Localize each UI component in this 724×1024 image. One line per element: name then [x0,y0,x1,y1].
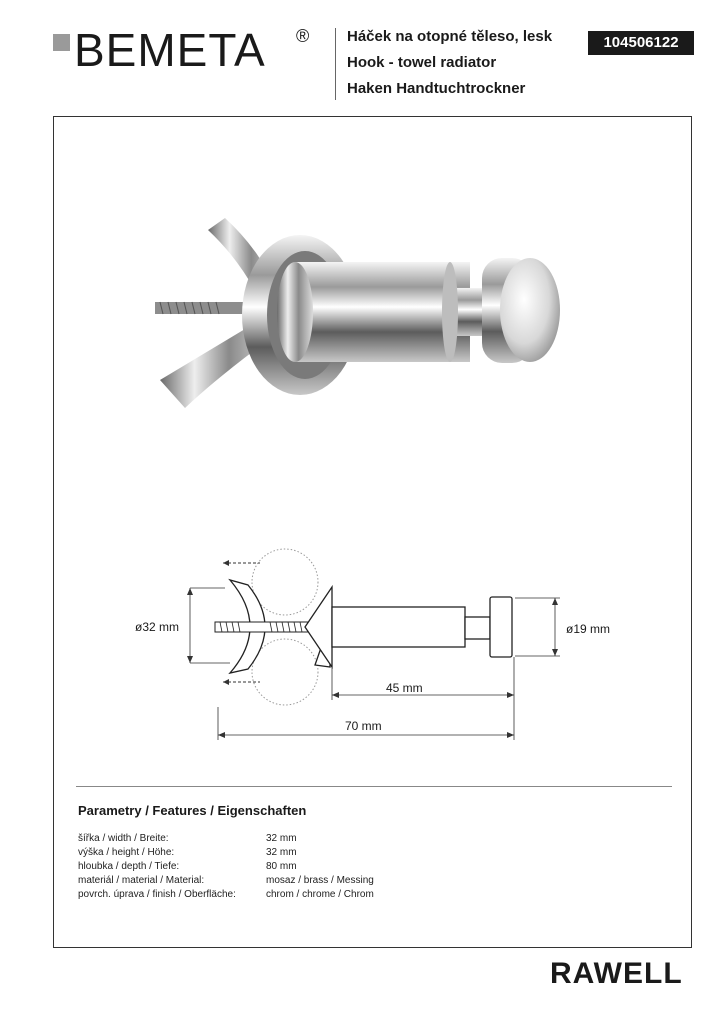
params-divider [76,786,672,787]
dim-diameter-right: ø19 mm [566,622,611,636]
param-value: 32 mm [266,847,297,858]
range-circle-top [252,549,318,615]
param-label: materiál / material / Material: [78,875,205,886]
product-title-cz: Háček na otopné těleso, lesk [347,28,553,45]
dim-length-total: 70 mm [345,719,382,733]
param-label: hloubka / depth / Tiefe: [78,861,180,872]
param-value: 32 mm [266,833,297,844]
range-circle-bottom [252,639,318,705]
series-name: RAWELL [550,957,683,990]
logo-square [53,34,70,51]
registered-mark: ® [296,26,310,46]
param-label: povrch. úprava / finish / Oberfläche: [78,889,236,900]
product-title-en: Hook - towel radiator [347,54,497,71]
param-value: mosaz / brass / Messing [266,875,374,886]
product-photo [100,140,600,470]
drawing-cap [490,597,512,657]
param-value: chrom / chrome / Chrom [266,889,374,900]
param-label: výška / height / Höhe: [78,847,175,858]
drawing-body [332,607,465,647]
param-value: 80 mm [266,861,297,872]
product-code: 104506122 [588,31,694,55]
technical-drawing [120,535,640,750]
params-title: Parametry / Features / Eigenschaften [78,803,307,818]
brand-logo: BEMETA [74,24,266,76]
product-title-de: Haken Handtuchtrockner [347,80,526,97]
param-label: šířka / width / Breite: [78,833,169,844]
header-divider [335,28,336,100]
dim-length-inner: 45 mm [386,681,423,695]
dim-diameter-left: ø32 mm [135,620,180,634]
